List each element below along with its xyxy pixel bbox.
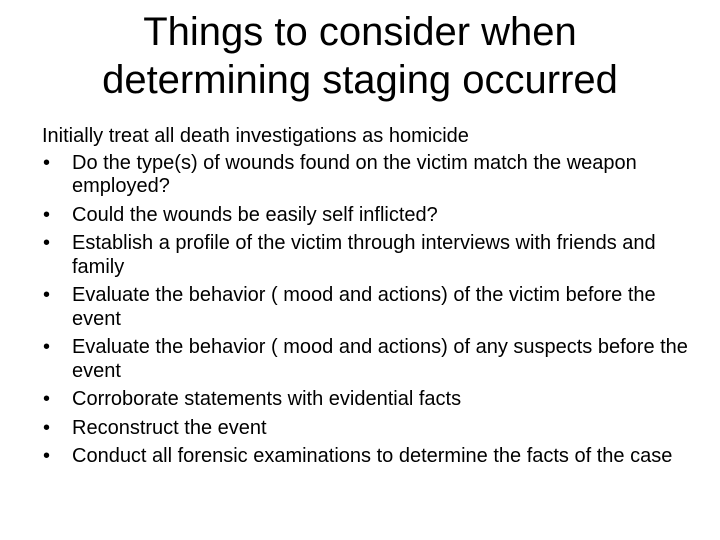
bullet-item [42, 336, 692, 383]
bullet-text: Reconstruct the event [72, 416, 267, 439]
slide-body [42, 125, 692, 474]
bullet-list [42, 152, 692, 469]
bullet-dot-icon: • [43, 203, 51, 226]
bullet-item [42, 284, 692, 331]
bullet-dot-icon: • [43, 151, 51, 174]
bullet-item [42, 204, 692, 228]
bullet-text: Evaluate the behavior ( mood and actions) of any suspects before the event [72, 336, 688, 382]
bullet-dot-icon: • [43, 416, 51, 439]
bullet-dot-icon: • [43, 445, 51, 467]
bullet-item [42, 232, 692, 279]
bullet-item [42, 445, 692, 469]
bullet-item [42, 417, 692, 441]
bullet-item [42, 152, 692, 199]
bullet-item [42, 388, 692, 412]
bullet-dot-icon: • [43, 232, 51, 254]
bullet-text: Conduct all forensic examinations to determine the facts of the case [72, 445, 673, 467]
slide-title: Things to consider when determining staging occurred [102, 10, 618, 102]
bullet-text: Could the wounds be easily self inflicted? [72, 203, 438, 226]
bullet-dot-icon: • [43, 284, 51, 306]
bullet-text: Establish a profile of the victim through interviews with friends and family [72, 232, 656, 278]
bullet-dot-icon: • [43, 336, 51, 358]
intro-text: Initially treat all death investigations as homicide [42, 125, 469, 147]
bullet-dot-icon: • [43, 388, 51, 410]
bullet-text: Evaluate the behavior ( mood and actions) of the victim before the event [72, 284, 656, 330]
bullet-text: Corroborate statements with evidential facts [72, 388, 462, 410]
bullet-text: Do the type(s) of wounds found on the victim match the weapon employed? [72, 151, 637, 197]
